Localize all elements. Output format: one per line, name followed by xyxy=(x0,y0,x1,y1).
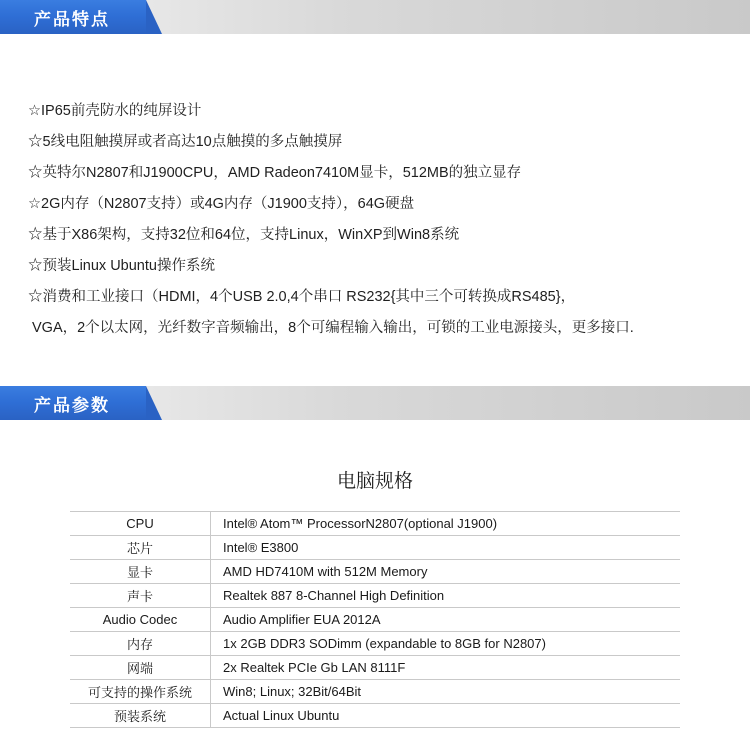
feature-item: ☆英特尔N2807和J1900CPU，AMD Radeon7410M显卡，512MB的独立显存 xyxy=(28,165,522,181)
tab-tail-shape xyxy=(146,386,162,420)
section-spacer xyxy=(0,344,750,386)
table-row xyxy=(70,680,680,704)
features-list xyxy=(0,34,750,344)
spec-value: Realtek 887 8-Channel High Definition xyxy=(211,584,681,608)
spec-value: Actual Linux Ubuntu xyxy=(211,704,681,728)
table-row xyxy=(70,608,680,632)
spec-key: 芯片 xyxy=(70,536,211,560)
spec-key: 内存 xyxy=(70,632,211,656)
tab-tail-shape xyxy=(146,0,162,34)
spec-key: 声卡 xyxy=(70,584,211,608)
feature-item: ☆消费和工业接口（HDMI，4个USB 2.0,4个串口 RS232{其中三个可转换成RS485}， xyxy=(28,289,576,305)
spec-key: 网端 xyxy=(70,656,211,680)
spec-value: Intel® E3800 xyxy=(211,536,681,560)
table-row xyxy=(70,512,680,536)
table-row xyxy=(70,656,680,680)
spec-key: 显卡 xyxy=(70,560,211,584)
spec-value: Intel® Atom™ ProcessorN2807(optional J1900) xyxy=(211,512,681,536)
specs-section-title: 产品参数 xyxy=(0,386,146,420)
spec-value: Win8; Linux; 32Bit/64Bit xyxy=(211,680,681,704)
features-section-header xyxy=(0,0,750,34)
table-row xyxy=(70,704,680,728)
specs-section-header xyxy=(0,386,750,420)
feature-item-continuation: VGA，2个以太网，光纤数字音频输出，8个可编程输入输出，可锁的工业电源接头，更多接口. xyxy=(32,320,634,336)
table-row xyxy=(70,584,680,608)
feature-item: ☆基于X86架构，支持32位和64位，支持Linux，WinXP到Win8系统 xyxy=(28,227,460,243)
spec-key: 可支持的操作系统 xyxy=(70,680,211,704)
spec-value: AMD HD7410M with 512M Memory xyxy=(211,560,681,584)
feature-item: ☆5线电阻触摸屏或者高达10点触摸的多点触摸屏 xyxy=(28,134,343,150)
feature-item: ☆IP65前壳防水的纯屏设计 xyxy=(28,103,202,119)
spec-key: Audio Codec xyxy=(70,608,211,632)
spec-value: Audio Amplifier EUA 2012A xyxy=(211,608,681,632)
features-section-title: 产品特点 xyxy=(0,0,146,34)
feature-item: ☆2G内存（N2807支持）或4G内存（J1900支持），64G硬盘 xyxy=(28,196,415,212)
spec-value: 1x 2GB DDR3 SODimm (expandable to 8GB for N2807) xyxy=(211,632,681,656)
spec-value: 2x Realtek PCIe Gb LAN 8111F xyxy=(211,656,681,680)
specs-table-title: 电脑规格 xyxy=(336,471,413,492)
feature-item: ☆预装Linux Ubuntu操作系统 xyxy=(28,258,215,274)
table-row xyxy=(70,560,680,584)
spec-key: 预装系统 xyxy=(70,704,211,728)
table-row xyxy=(70,632,680,656)
specs-section xyxy=(0,420,750,728)
spec-key: CPU xyxy=(70,512,211,536)
table-row xyxy=(70,536,680,560)
specs-table xyxy=(70,511,680,728)
